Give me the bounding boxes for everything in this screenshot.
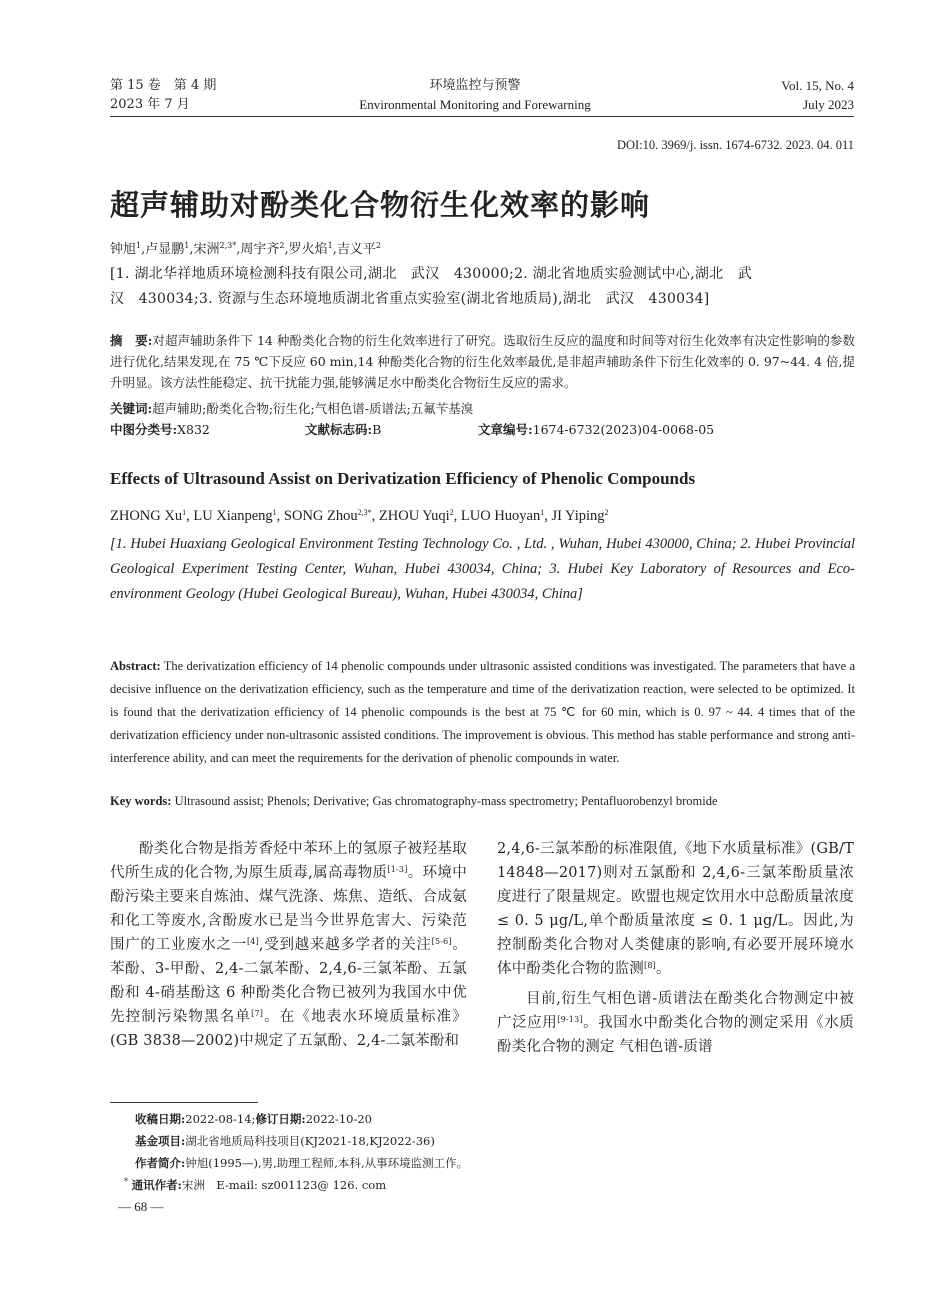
title-en: Effects of Ultrasound Assist on Derivatization Efficiency of Phenolic Compounds <box>110 469 696 488</box>
authors-en: ZHONG Xu$^1$, LU Xianpeng$^1$, SONG Zhou$^{2,3*}$, ZHOU Yuqi$^2$, LUO Huoyan$^1$, JI Yiping$^2$ <box>110 508 609 524</box>
author-sup: 1 <box>136 241 142 250</box>
author-sup: 2 <box>279 241 285 250</box>
abstract-en <box>110 655 855 770</box>
doc-label: 文献标志码: <box>305 422 373 437</box>
citation: [1-3] <box>387 865 408 874</box>
citation: [7] <box>251 1009 264 1018</box>
header-volume-cn: 第 15 卷 第 4 期 <box>110 78 217 93</box>
abstract-cn <box>110 330 855 393</box>
article-label: 文章编号: <box>478 422 533 437</box>
author-sup: 1 <box>184 241 190 250</box>
footnote-bio <box>135 1153 468 1175</box>
author-cn: 吉义平 <box>336 242 376 257</box>
citation: [4] <box>246 937 259 946</box>
citation: [8] <box>644 961 656 970</box>
author-cn: 周宇齐 <box>240 242 280 257</box>
body-text: 。环境中酚污染主要来自炼油、煤气洗涤、炼焦、造纸、合成氨和化工等废水,含酚废水已是当今世界危害大、污染范围广的工业废水之一 <box>110 865 467 953</box>
body-text: 酚类化合物是指芳香烃中苯环上的氢原子被羟基取代所生成的化合物,为原生质毒,属高毒物质 <box>110 841 467 881</box>
document-code <box>305 419 381 440</box>
citation: [9-13] <box>557 1015 583 1024</box>
abstract-cn-label: 摘 要: <box>110 333 153 348</box>
footnote-fund <box>135 1131 435 1153</box>
keywords-en-text: Ultrasound assist; Phenols; Derivative; Gas chromatography-mass spectrometry; Pentafluorobenzyl bromide <box>174 794 718 808</box>
keywords-en <box>110 790 855 813</box>
abstract-en-text: The derivatization efficiency of 14 phenolic compounds under ultrasonic assisted conditions was investigated. The parameters that have a decisive influence on the derivatization efficiency, such as the temperature and time of the derivatization reaction, were selected to be optimized. It is found that the derivatization efficiency of 14 phenolic compounds is the best at 75 ℃ for 60 min, which is 0. 97 ~ 44. 4 times that of the derivatization efficiency under non-ultrasonic assisted conditions. The improvement is obvious. This method has stable performance and strong anti-interference ability, and can meet the requirements for the derivation of phenolic compounds in water. <box>110 659 855 765</box>
author-sup: 1 <box>327 241 333 250</box>
authors-cn: 钟旭$^1$,卢显鹏$^1$,宋洲$^{2,3*}$,周宇齐$^2$,罗火焰$^1$,吉义平$^2$ <box>110 241 381 257</box>
author-en: SONG Zhou <box>283 508 358 524</box>
author-cn: 宋洲 <box>193 242 220 257</box>
revised-label: 修订日期: <box>255 1112 306 1126</box>
bio-label: 作者简介: <box>135 1156 186 1170</box>
body-paragraph <box>497 987 854 1059</box>
body-paragraph <box>497 837 854 981</box>
title-cn: 超声辅助对酚类化合物衍生化效率的影响 <box>110 188 651 222</box>
body-text: 目前,衍生气相色谱-质谱法在酚类化合物测定中被广泛应用 <box>497 991 854 1031</box>
affiliation-cn-line2: 汉 430034;3. 资源与生态环境地质湖北省重点实验室(湖北省地质局),湖北 武汉 430034] <box>110 291 710 307</box>
keywords-en-label: Key words: <box>110 794 172 808</box>
classification <box>110 419 210 440</box>
body-text: 。苯酚、3-甲酚、2,4-二氯苯酚、2,4,6-三氯苯酚、五氯酚和 4-硝基酚这 6 种酚类化合物已被列为我国水中优先控制污染物黑名单 <box>110 937 467 1025</box>
author-sup: 1 <box>272 508 277 517</box>
fund-text: 湖北省地质局科技项目(KJ2021-18,KJ2022-36) <box>185 1134 435 1148</box>
author-en: ZHONG Xu <box>110 508 183 524</box>
body-paragraph <box>110 837 467 1053</box>
body-text: ,受到越来越多学者的关注 <box>258 937 432 953</box>
header-date-cn: 2023 年 7 月 <box>110 97 190 112</box>
body-column-left <box>110 837 467 1053</box>
header-date-en: July 2023 <box>803 97 854 112</box>
affiliation-en: [1. Hubei Huaxiang Geological Environment Testing Technology Co. , Ltd. , Wuhan, Hubei 430000, China; 2. Hubei Provincial Geological Experiment Testing Center, Wuhan, Hubei 430034, China; 3. Hubei Key Laboratory of Resources and Eco-environment Geology (Hubei Geological Bureau), Wuhan, Hubei 430034, China] <box>110 536 855 602</box>
author-en: JI Yiping <box>551 508 605 524</box>
class-label: 中图分类号: <box>110 422 178 437</box>
body-text: 。我国水中酚类化合物的测定采用《水质 酚类化合物的测定 气相色谱-质谱 <box>497 1015 854 1055</box>
body-text: 。在《地表水环境质量标准》(GB 3838—2002)中规定了五氯酚、2,4-二氯苯酚和 <box>110 1009 467 1049</box>
corresponding-text: 宋洲 E-mail: sz001123@ 126. com <box>181 1178 387 1192</box>
body-column-right <box>497 837 854 1059</box>
doc-value: B <box>372 422 382 437</box>
keywords-cn-text: 超声辅助;酚类化合物;衍生化;气相色谱-质谱法;五氟苄基溴 <box>152 401 474 416</box>
received-label: 收稿日期: <box>135 1112 186 1126</box>
affiliation-cn-line1: [1. 湖北华祥地质环境检测科技有限公司,湖北 武汉 430000;2. 湖北省地质实验测试中心,湖北 武 <box>110 266 753 282</box>
author-sup: 1 <box>182 508 187 517</box>
header-journal-cn: 环境监控与预警 <box>429 78 521 93</box>
bio-text: 钟旭(1995—),男,助理工程师,本科,从事环境监测工作。 <box>185 1156 469 1170</box>
footnote-rule <box>110 1102 258 1103</box>
author-cn: 卢显鹏 <box>145 242 185 257</box>
author-sup: 2,3* <box>219 241 237 250</box>
body-text: 2,4,6-三氯苯酚的标准限值,《地下水质量标准》(GB/T 14848—2017)则对五氯酚和 2,4,6-三氯苯酚质量浓度进行了限量规定。欧盟也规定饮用水中总酚质量浓度 ≤ 0. 5 μg/L,单个酚质量浓度 ≤ 0. 1 μg/L。因此,为控制酚类化合物对人类健康的影响,有必要开展环境水体中酚类化合物的监测 <box>497 841 854 977</box>
corresponding-mark: * <box>124 1177 128 1186</box>
author-sup: 2 <box>375 241 381 250</box>
abstract-en-label: Abstract: <box>110 659 161 673</box>
revised-date: 2022-10-20 <box>305 1112 372 1126</box>
corresponding-label: 通讯作者: <box>131 1178 182 1192</box>
footnote-corresponding <box>124 1175 386 1197</box>
footnote-received <box>135 1109 372 1131</box>
fund-label: 基金项目: <box>135 1134 186 1148</box>
author-en: LU Xianpeng <box>193 508 273 524</box>
author-sup: 2 <box>604 508 609 517</box>
keywords-cn <box>110 398 855 419</box>
class-value: X832 <box>177 422 210 437</box>
author-sup: 2,3* <box>357 508 372 517</box>
abstract-cn-text: 对超声辅助条件下 14 种酚类化合物的衍生化效率进行了研究。选取衍生反应的温度和时间等对衍生化效率有决定性影响的参数进行优化,结果发现,在 75 ℃下反应 60 min,14 种酚类化合物的衍生化效率最优,是非超声辅助条件下衍生化效率的 0. 97~44. 4 倍,提升明显。该方法性能稳定、抗干扰能力强,能够满足水中酚类化合物衍生反应的需求。 <box>110 333 855 390</box>
keywords-cn-label: 关键词: <box>110 401 153 416</box>
article-value: 1674-6732(2023)04-0068-05 <box>532 422 715 437</box>
citation: [5-6] <box>431 937 452 946</box>
author-cn: 罗火焰 <box>288 242 328 257</box>
header-rule <box>110 116 854 117</box>
header-volume-en: Vol. 15, No. 4 <box>781 78 854 93</box>
author-sup: 2 <box>449 508 454 517</box>
article-number <box>478 419 714 440</box>
received-date: 2022-08-14; <box>185 1112 256 1126</box>
author-sup: 1 <box>540 508 545 517</box>
author-en: ZHOU Yuqi <box>378 508 450 524</box>
body-text: 。 <box>655 961 671 977</box>
author-cn: 钟旭 <box>110 242 137 257</box>
header-journal-en: Environmental Monitoring and Forewarning <box>359 97 591 112</box>
doi: DOI:10. 3969/j. issn. 1674-6732. 2023. 04. 011 <box>616 138 854 152</box>
author-en: LUO Huoyan <box>460 508 541 524</box>
page-number: — 68 — <box>118 1199 164 1214</box>
